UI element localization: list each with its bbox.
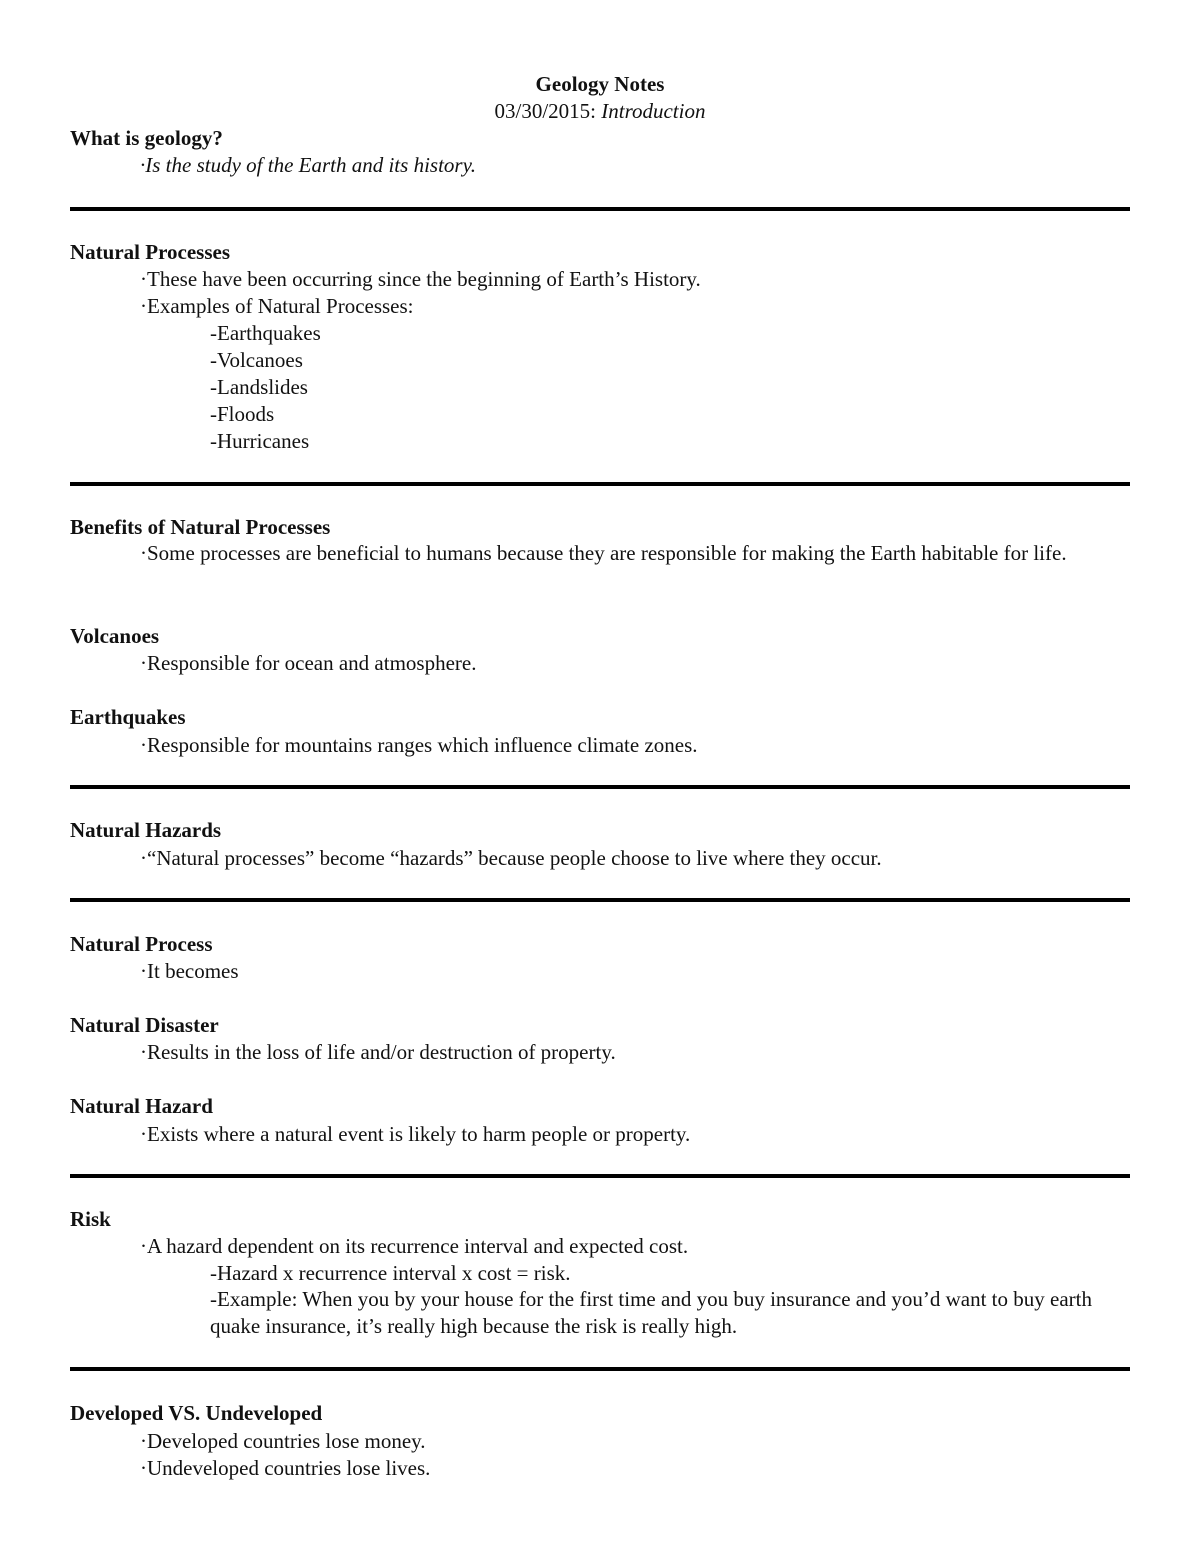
bullet-since-beginning: ·These have been occurring since the beginning of Earth’s History.	[140, 267, 701, 291]
heading-natural-hazards: Natural Hazards	[70, 818, 222, 842]
section-divider	[70, 1367, 1130, 1371]
heading-natural-disaster: Natural Disaster	[70, 1013, 219, 1037]
risk-example: -Example: When you by your house for the first time and you buy insurance and you’d want to buy earth quake insurance, it’s really high because the risk is really high.	[210, 1287, 1092, 1338]
bullet-risk: ·A hazard dependent on its recurrence interval and expected cost.	[140, 1234, 689, 1258]
heading-volcanoes: Volcanoes	[70, 624, 160, 648]
bullet-hazard: ·Exists where a natural event is likely to harm people or property.	[140, 1122, 691, 1146]
document-subtitle	[0, 99, 1200, 124]
bullet-undeveloped: ·Undeveloped countries lose lives.	[140, 1456, 431, 1480]
heading-developed: Developed VS. Undeveloped	[70, 1401, 323, 1425]
bullet-developed: ·Developed countries lose money.	[140, 1429, 426, 1453]
bullet-disaster: ·Results in the loss of life and/or destruction of property.	[140, 1040, 616, 1064]
section-divider	[70, 1174, 1130, 1178]
bullet-hazards: ·“Natural processes” become “hazards” because people choose to live where they occur.	[140, 846, 882, 870]
heading-risk: Risk	[70, 1207, 111, 1231]
section-divider	[70, 482, 1130, 486]
example-item: -Floods	[210, 402, 275, 426]
lecture-date: 03/30/2015	[494, 99, 591, 123]
bullet-it-becomes: ·It becomes	[140, 959, 239, 983]
heading-what-is-geology: What is geology?	[70, 126, 223, 150]
heading-natural-hazard: Natural Hazard	[70, 1094, 213, 1118]
bullet-earthquakes: ·Responsible for mountains ranges which influence climate zones.	[140, 733, 698, 757]
heading-earthquakes: Earthquakes	[70, 705, 186, 729]
example-item: -Landslides	[210, 375, 308, 399]
example-item: -Earthquakes	[210, 321, 321, 345]
risk-formula: -Hazard x recurrence interval x cost = risk.	[210, 1261, 571, 1285]
example-item: -Volcanoes	[210, 348, 303, 372]
heading-natural-processes: Natural Processes	[70, 240, 230, 264]
bullet-examples: ·Examples of Natural Processes:	[140, 294, 414, 318]
lecture-topic: Introduction	[601, 99, 706, 123]
bullet-volcanoes: ·Responsible for ocean and atmosphere.	[140, 651, 477, 675]
section-divider	[70, 207, 1130, 211]
heading-natural-process: Natural Process	[70, 932, 213, 956]
bullet-geology-definition: ·Is the study of the Earth and its history.	[140, 153, 476, 177]
section-divider	[70, 898, 1130, 902]
date-separator: :	[590, 99, 602, 123]
section-divider	[70, 785, 1130, 789]
example-item: -Hurricanes	[210, 429, 310, 453]
document-title: Geology Notes	[535, 72, 665, 96]
heading-benefits: Benefits of Natural Processes	[70, 515, 331, 539]
bullet-beneficial: ·Some processes are beneficial to humans because they are responsible for making the Earth habitable for life.	[140, 541, 1067, 565]
